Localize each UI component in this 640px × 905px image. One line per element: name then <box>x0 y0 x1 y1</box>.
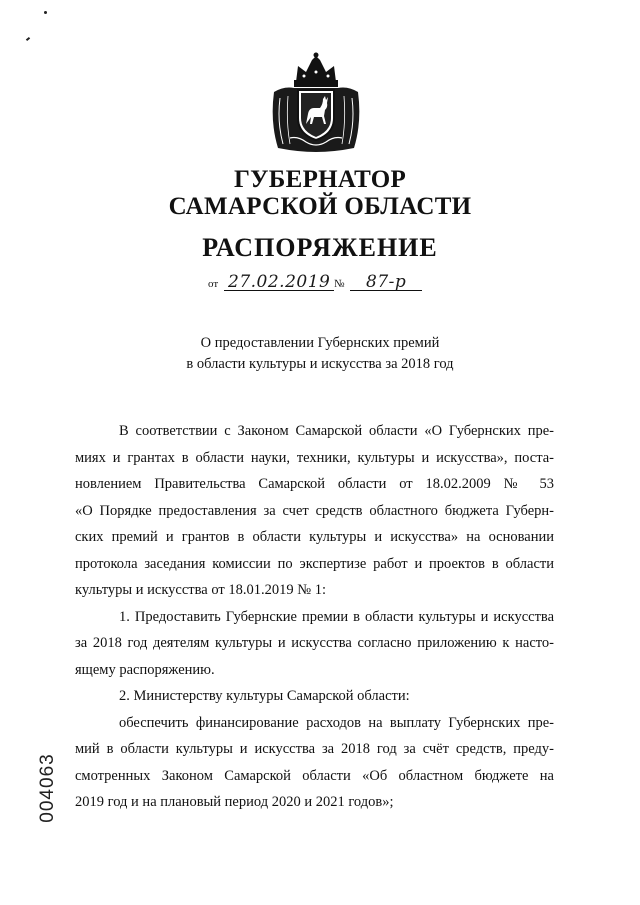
body-line: мий в области культуры и искусства за 2018 год за счёт средств, преду- <box>75 741 554 757</box>
document-subject <box>0 333 640 375</box>
number-label: № <box>334 278 345 290</box>
scan-speck <box>44 11 47 14</box>
body-line: 1. Предоставить Губернские премии в области культуры и искусства <box>119 608 554 625</box>
body-line: за 2018 год деятелям культуры и искусства согласно приложению к насто- <box>75 635 554 651</box>
region-title: САМАРСКОЙ ОБЛАСТИ <box>168 193 472 220</box>
body-line: новлением Правительства Самарской области от 18.02.2009 № 53 <box>75 476 554 492</box>
body-line: протокола заседания комиссии по экспертизе работ и проектов в области <box>75 555 554 572</box>
document-body <box>75 418 554 816</box>
scan-speck <box>26 37 30 41</box>
document-number: 87-р <box>366 272 407 292</box>
signed-date: 27.02.2019 <box>228 272 331 292</box>
registration-stamp <box>36 740 60 836</box>
subject-line: в области культуры и искусства за 2018 год <box>186 356 454 372</box>
body-line: ящему распоряжению. <box>75 661 215 678</box>
body-line: «О Порядке предоставления за счет средств областного бюджета Губерн- <box>75 502 554 519</box>
body-line: 2019 год и на плановый период 2020 и 2021 годов»; <box>75 794 394 810</box>
subject-line: О предоставлении Губернских премий <box>200 335 440 351</box>
body-line: ских премий и грантов в области культуры и искусства» на основании <box>75 529 554 545</box>
document-type: РАСПОРЯЖЕНИЕ <box>202 233 438 262</box>
governor-title: ГУБЕРНАТОР <box>233 166 407 193</box>
coat-of-arms-emblem <box>268 52 364 154</box>
date-number-line <box>206 270 436 296</box>
body-line: 2. Министерству культуры Самарской области: <box>119 688 410 704</box>
body-line: смотренных Законом Самарской области «Об областном бюджете на <box>75 767 554 784</box>
body-line: В соответствии с Законом Самарской области «О Губернских пре- <box>119 423 554 439</box>
from-label: от <box>208 278 219 290</box>
body-line: обеспечить финансирование расходов на выплату Губернских пре- <box>119 714 554 731</box>
body-line: миях и грантах в области науки, техники, культуры и искусства», поста- <box>75 449 554 466</box>
stamp-code: 004063 <box>37 753 58 823</box>
body-line: культуры и искусства от 18.01.2019 № 1: <box>75 582 326 598</box>
